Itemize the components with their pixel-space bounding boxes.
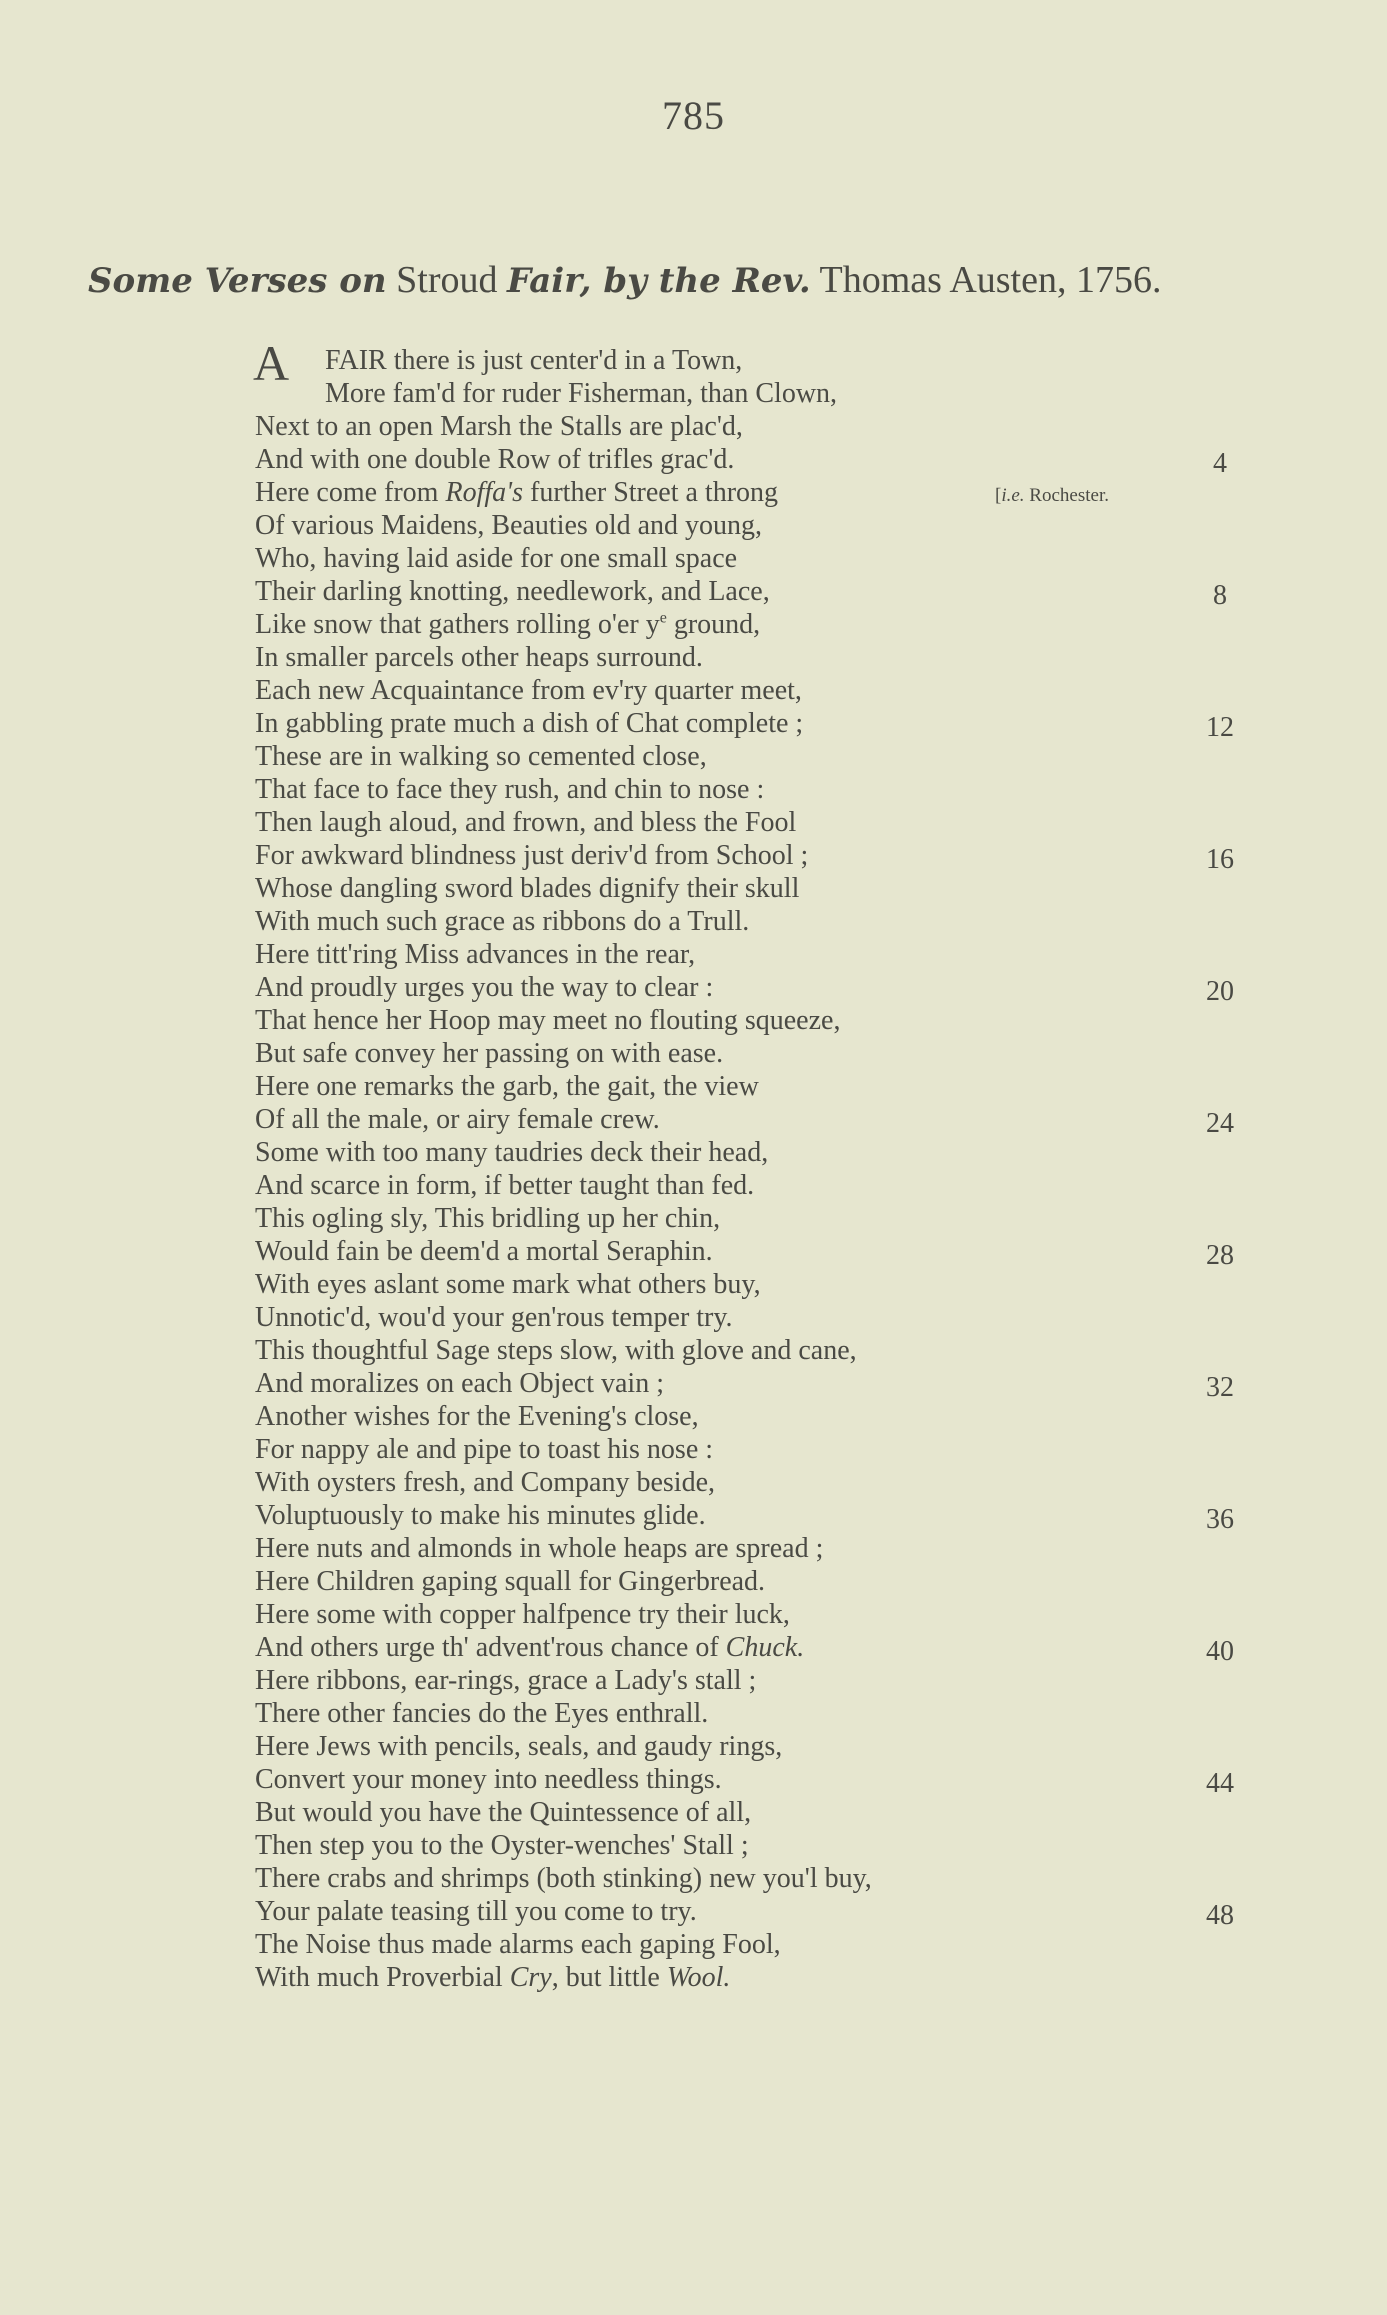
poem-line-50 (255, 1961, 1255, 1994)
poem-line-16 (255, 839, 1255, 875)
poem-line-29 (255, 1268, 1255, 1301)
line-text: That face to face they rush, and chin to nose : (255, 774, 765, 805)
line-text: Here nuts and almonds in whole heaps are spread ; (255, 1533, 824, 1564)
poem-line-2 (255, 377, 1255, 410)
poem-line-5 (255, 476, 1255, 509)
line-text: Here one remarks the garb, the gait, the view (255, 1071, 759, 1102)
poem-line-32 (255, 1367, 1255, 1403)
line-number: 40 (1206, 1636, 1234, 1667)
poem-line-37 (255, 1532, 1255, 1565)
superscript: e (659, 609, 667, 627)
line-text-part: , but little (551, 1962, 667, 1993)
page-number: 785 (662, 93, 725, 138)
line-number: 20 (1206, 976, 1234, 1007)
poem-line-30 (255, 1301, 1255, 1334)
line-text: And scarce in form, if better taught than fed. (255, 1170, 755, 1201)
poem-line-10 (255, 641, 1255, 674)
line-text (255, 476, 778, 509)
poem-line-48 (255, 1895, 1255, 1931)
line-text: In smaller parcels other heaps surround. (255, 642, 703, 673)
poem-line-27 (255, 1202, 1255, 1235)
line-text (255, 608, 760, 641)
line-text: In gabbling prate much a dish of Chat complete ; (255, 708, 804, 739)
line-text: But would you have the Quintessence of all, (255, 1797, 752, 1828)
line-text: Of various Maidens, Beauties old and young, (255, 510, 763, 541)
title-roman-2: Thomas Austen, 1756. (810, 259, 1162, 301)
line-text: Here Jews with pencils, seals, and gaudy rings, (255, 1731, 783, 1762)
line-text: FAIR there is just center'd in a Town, (325, 345, 743, 376)
poem-line-40 (255, 1631, 1255, 1667)
line-text: The Noise thus made alarms each gaping Fool, (255, 1929, 781, 1960)
title-blackletter-2: Fair, by the Rev. (507, 261, 811, 301)
poem-line-24 (255, 1103, 1255, 1139)
line-text (255, 1961, 730, 1994)
line-text: For nappy ale and pipe to toast his nose : (255, 1434, 714, 1465)
poem-line-25 (255, 1136, 1255, 1169)
line-text: Next to an open Marsh the Stalls are plac'd, (255, 411, 743, 442)
note-place: Rochester. (1024, 485, 1109, 506)
line-text: And moralizes on each Object vain ; (255, 1368, 664, 1399)
line-text: With oysters fresh, and Company beside, (255, 1467, 716, 1498)
line-text: Here ribbons, ear-rings, grace a Lady's stall ; (255, 1665, 757, 1696)
margin-note (995, 479, 1109, 512)
poem-line-26 (255, 1169, 1255, 1202)
drop-cap: A (253, 335, 290, 391)
poem-line-20 (255, 971, 1255, 1007)
line-text-part: further Street a throng (523, 477, 779, 508)
title-blackletter-1: Some Verses on (88, 261, 387, 301)
poem-line-6 (255, 509, 1255, 542)
poem-line-4 (255, 443, 1255, 479)
line-text-italic: Chuck. (725, 1632, 805, 1663)
poem-line-46 (255, 1829, 1255, 1862)
poem-line-23 (255, 1070, 1255, 1103)
poem-line-13 (255, 740, 1255, 773)
poem-line-22 (255, 1037, 1255, 1070)
line-text: Another wishes for the Evening's close, (255, 1401, 699, 1432)
poem-line-8 (255, 575, 1255, 611)
poem-line-12 (255, 707, 1255, 743)
line-number: 44 (1206, 1768, 1234, 1799)
poem-line-15 (255, 806, 1255, 839)
line-text-part: And others urge th' advent'rous chance of (255, 1632, 726, 1663)
line-number: 12 (1206, 712, 1234, 743)
line-number: 24 (1206, 1108, 1234, 1139)
poem-line-38 (255, 1565, 1255, 1598)
line-text: Unnotic'd, wou'd your gen'rous temper try. (255, 1302, 733, 1333)
poem-line-3 (255, 410, 1255, 443)
poem-line-9 (255, 608, 1255, 641)
poem-line-28 (255, 1235, 1255, 1271)
poem-line-36 (255, 1499, 1255, 1535)
line-text: This thoughtful Sage steps slow, with glove and cane, (255, 1335, 857, 1366)
poem-line-39 (255, 1598, 1255, 1631)
poem-body (253, 335, 1255, 1994)
line-number: 36 (1206, 1504, 1234, 1535)
line-text: Whose dangling sword blades dignify their skull (255, 873, 800, 904)
poem-line-47 (255, 1862, 1255, 1895)
poem-line-17 (255, 872, 1255, 905)
line-text-part: Like snow that gathers rolling o'er y (255, 609, 660, 640)
title-roman-1: Stroud (386, 259, 507, 301)
line-text: Of all the male, or airy female crew. (255, 1104, 660, 1135)
poem-line-43 (255, 1730, 1255, 1763)
poem-title (88, 258, 1328, 302)
line-text: Here some with copper halfpence try their luck, (255, 1599, 790, 1630)
line-text: Each new Acquaintance from ev'ry quarter meet, (255, 675, 802, 706)
line-text: Your palate teasing till you come to try. (255, 1896, 697, 1927)
line-text-italic: Cry (509, 1962, 552, 1993)
poem-line-33 (255, 1400, 1255, 1433)
line-number: 28 (1206, 1240, 1234, 1271)
poem-line-19 (255, 938, 1255, 971)
line-text: For awkward blindness just deriv'd from School ; (255, 840, 809, 871)
line-text: Their darling knotting, needlework, and Lace, (255, 576, 770, 607)
line-text: More fam'd for ruder Fisherman, than Clown, (325, 378, 838, 409)
line-number: 8 (1213, 580, 1227, 611)
poem-line-42 (255, 1697, 1255, 1730)
line-text: Would fain be deem'd a mortal Seraphin. (255, 1236, 713, 1267)
poem-line-31 (255, 1334, 1255, 1367)
line-text: Voluptuously to make his minutes glide. (255, 1500, 706, 1531)
line-number: 32 (1206, 1372, 1234, 1403)
line-text: With eyes aslant some mark what others buy, (255, 1269, 761, 1300)
poem-line-1 (253, 335, 1255, 391)
poem-line-7 (255, 542, 1255, 575)
line-text: Here titt'ring Miss advances in the rear, (255, 939, 696, 970)
line-text: And proudly urges you the way to clear : (255, 972, 714, 1003)
note-bracket: [ (995, 485, 1002, 506)
line-text: Some with too many taudries deck their head, (255, 1137, 769, 1168)
line-text: Who, having laid aside for one small space (255, 543, 738, 574)
line-number: 4 (1213, 448, 1227, 479)
poem-line-45 (255, 1796, 1255, 1829)
line-text-italic: Wool. (666, 1962, 731, 1993)
line-text: There crabs and shrimps (both stinking) new you'l buy, (255, 1863, 872, 1894)
line-text-part: With much Proverbial (255, 1962, 510, 1993)
poem-line-34 (255, 1433, 1255, 1466)
poem-line-18 (255, 905, 1255, 938)
poem-line-21 (255, 1004, 1255, 1037)
line-text: These are in walking so cemented close, (255, 741, 707, 772)
line-text-part: ground, (666, 609, 761, 640)
line-text-italic: Roffa's (445, 477, 524, 508)
line-text: But safe convey her passing on with ease. (255, 1038, 724, 1069)
line-text: There other fancies do the Eyes enthrall. (255, 1698, 709, 1729)
line-text: Here Children gaping squall for Gingerbread. (255, 1566, 766, 1597)
line-text: That hence her Hoop may meet no flouting squeeze, (255, 1005, 841, 1036)
poem-line-14 (255, 773, 1255, 806)
line-number: 16 (1206, 844, 1234, 875)
poem-line-49 (255, 1928, 1255, 1961)
poem-line-41 (255, 1664, 1255, 1697)
line-text: Then step you to the Oyster-wenches' Stall ; (255, 1830, 749, 1861)
poem-line-35 (255, 1466, 1255, 1499)
line-text (255, 1631, 804, 1664)
line-text: Then laugh aloud, and frown, and bless the Fool (255, 807, 797, 838)
line-text-part: Here come from (255, 477, 446, 508)
line-text: With much such grace as ribbons do a Trull. (255, 906, 750, 937)
poem-line-11 (255, 674, 1255, 707)
line-text: And with one double Row of trifles grac'd. (255, 444, 735, 475)
poem-line-44 (255, 1763, 1255, 1799)
line-text: Convert your money into needless things. (255, 1764, 722, 1795)
line-number: 48 (1206, 1900, 1234, 1931)
note-abbrev: i.e. (1001, 485, 1025, 506)
line-text: This ogling sly, This bridling up her chin, (255, 1203, 721, 1234)
